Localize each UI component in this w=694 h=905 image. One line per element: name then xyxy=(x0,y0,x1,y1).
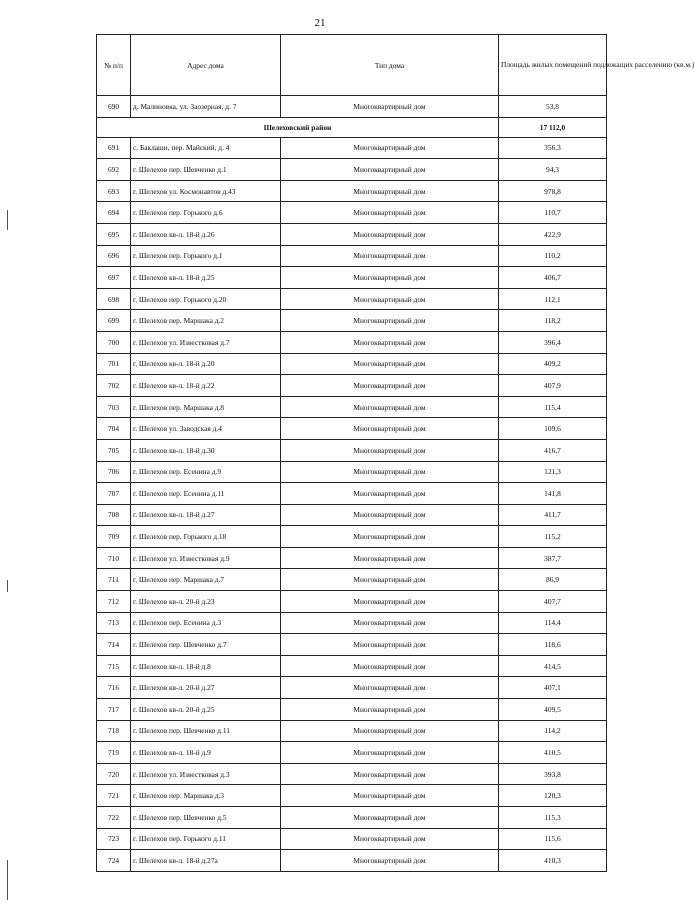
table-row xyxy=(97,223,607,245)
row-number: 719 xyxy=(97,742,131,764)
row-house-type: Многоквартирный дом xyxy=(281,375,499,397)
row-house-type: Многоквартирный дом xyxy=(281,807,499,829)
table-row xyxy=(97,850,607,872)
row-address: г. Шелехов кв-л. 18-й д.27а xyxy=(131,850,281,872)
row-address: г. Шелехов кв-л. 20-й д.25 xyxy=(131,699,281,721)
row-area: 115,3 xyxy=(499,807,607,829)
table-row xyxy=(97,137,607,159)
column-header-area: Площадь жилых помещений подлежащих расселению (кв.м.) xyxy=(499,35,607,96)
row-address: г. Шелехов пер. Есенина д.11 xyxy=(131,483,281,505)
table-body xyxy=(97,96,607,872)
section-row xyxy=(97,117,607,137)
row-area: 409,5 xyxy=(499,699,607,721)
row-area: 110,2 xyxy=(499,245,607,267)
row-address: г. Шелехов кв-л. 18-й д.25 xyxy=(131,267,281,289)
row-house-type: Многоквартирный дом xyxy=(281,526,499,548)
table-row xyxy=(97,763,607,785)
row-address: г. Шелехов кв-л. 20-й д.23 xyxy=(131,591,281,613)
table-row xyxy=(97,677,607,699)
row-number: 724 xyxy=(97,850,131,872)
row-address: г. Шелехов пер. Горького д.18 xyxy=(131,526,281,548)
row-area: 410,3 xyxy=(499,850,607,872)
table-row xyxy=(97,807,607,829)
row-area: 86,9 xyxy=(499,569,607,591)
row-area: 53,8 xyxy=(499,96,607,118)
row-house-type: Многоквартирный дом xyxy=(281,828,499,850)
table-row xyxy=(97,331,607,353)
row-number: 706 xyxy=(97,461,131,483)
row-area: 110,7 xyxy=(499,202,607,224)
row-house-type: Многоквартирный дом xyxy=(281,547,499,569)
page-number: 21 xyxy=(314,17,326,29)
row-number: 692 xyxy=(97,159,131,181)
section-title: Шелеховский район xyxy=(97,117,499,137)
row-area: 387,7 xyxy=(499,547,607,569)
row-area: 118,6 xyxy=(499,634,607,656)
row-area: 121,3 xyxy=(499,461,607,483)
row-house-type: Многоквартирный дом xyxy=(281,267,499,289)
table-row xyxy=(97,245,607,267)
table-row xyxy=(97,612,607,634)
row-area: 94,3 xyxy=(499,159,607,181)
row-address: с. Баклаши, пер. Майский, д. 4 xyxy=(131,137,281,159)
row-number: 707 xyxy=(97,483,131,505)
row-house-type: Многоквартирный дом xyxy=(281,353,499,375)
row-number: 717 xyxy=(97,699,131,721)
table-row xyxy=(97,159,607,181)
table-row xyxy=(97,547,607,569)
housing-register-table xyxy=(96,34,694,872)
row-area: 410,5 xyxy=(499,742,607,764)
row-address: г. Шелехов кв-л. 18-й д.27 xyxy=(131,504,281,526)
row-number: 712 xyxy=(97,591,131,613)
row-house-type: Многоквартирный дом xyxy=(281,850,499,872)
row-house-type: Многоквартирный дом xyxy=(281,310,499,332)
row-address: г. Шелехов кв-л. 18-й д.9 xyxy=(131,742,281,764)
row-area: 411,7 xyxy=(499,504,607,526)
table-row xyxy=(97,634,607,656)
row-house-type: Многоквартирный дом xyxy=(281,612,499,634)
row-number: 720 xyxy=(97,763,131,785)
row-address: г. Шелехов кв-л. 20-й д.27 xyxy=(131,677,281,699)
row-house-type: Многоквартирный дом xyxy=(281,720,499,742)
row-number: 723 xyxy=(97,828,131,850)
row-house-type: Многоквартирный дом xyxy=(281,483,499,505)
row-number: 714 xyxy=(97,634,131,656)
column-header-type: Тип дома xyxy=(281,35,499,96)
row-area: 406,7 xyxy=(499,267,607,289)
row-area: 407,9 xyxy=(499,375,607,397)
row-number: 701 xyxy=(97,353,131,375)
row-area: 407,7 xyxy=(499,591,607,613)
row-area: 356,3 xyxy=(499,137,607,159)
row-number: 690 xyxy=(97,96,131,118)
row-number: 713 xyxy=(97,612,131,634)
row-area: 414,5 xyxy=(499,655,607,677)
row-area: 114,4 xyxy=(499,612,607,634)
section-total: 17 112,0 xyxy=(499,117,607,137)
row-address: г. Шелехов ул. Космонавтов д.43 xyxy=(131,180,281,202)
row-house-type: Многоквартирный дом xyxy=(281,634,499,656)
table-row xyxy=(97,267,607,289)
row-house-type: Многоквартирный дом xyxy=(281,418,499,440)
row-number: 693 xyxy=(97,180,131,202)
row-house-type: Многоквартирный дом xyxy=(281,159,499,181)
row-area: 422,9 xyxy=(499,223,607,245)
row-number: 716 xyxy=(97,677,131,699)
table-row xyxy=(97,828,607,850)
table-row xyxy=(97,375,607,397)
row-house-type: Многоквартирный дом xyxy=(281,569,499,591)
table-row xyxy=(97,353,607,375)
row-address: г. Шелехов ул. Известковая д.9 xyxy=(131,547,281,569)
row-house-type: Многоквартирный дом xyxy=(281,223,499,245)
row-number: 702 xyxy=(97,375,131,397)
row-area: 118,2 xyxy=(499,310,607,332)
row-area: 114,2 xyxy=(499,720,607,742)
margin-mark xyxy=(7,580,8,592)
row-area: 141,8 xyxy=(499,483,607,505)
margin-mark xyxy=(7,860,8,900)
table-row xyxy=(97,655,607,677)
table-row xyxy=(97,526,607,548)
row-address: г. Шелехов пер. Шевченко д.1 xyxy=(131,159,281,181)
table-row xyxy=(97,720,607,742)
row-area: 416,7 xyxy=(499,439,607,461)
row-area: 409,2 xyxy=(499,353,607,375)
row-number: 700 xyxy=(97,331,131,353)
table-row xyxy=(97,180,607,202)
row-address: г. Шелехов пер. Горького д.6 xyxy=(131,202,281,224)
table-row xyxy=(97,418,607,440)
row-area: 393,8 xyxy=(499,763,607,785)
row-house-type: Многоквартирный дом xyxy=(281,439,499,461)
row-area: 115,4 xyxy=(499,396,607,418)
row-address: г. Шелехов пер. Шевченко д.5 xyxy=(131,807,281,829)
header-row xyxy=(97,35,607,96)
table-row xyxy=(97,504,607,526)
table-row xyxy=(97,96,607,118)
row-address: д. Малиновка, ул. Заозерная, д. 7 xyxy=(131,96,281,118)
row-address: г. Шелехов пер. Есенина д.9 xyxy=(131,461,281,483)
row-number: 704 xyxy=(97,418,131,440)
row-house-type: Многоквартирный дом xyxy=(281,288,499,310)
row-area: 115,6 xyxy=(499,828,607,850)
row-house-type: Многоквартирный дом xyxy=(281,742,499,764)
row-address: г. Шелехов пер. Маршака д.3 xyxy=(131,785,281,807)
row-house-type: Многоквартирный дом xyxy=(281,331,499,353)
row-number: 697 xyxy=(97,267,131,289)
row-address: г. Шелехов пер. Маршака д.7 xyxy=(131,569,281,591)
table-row xyxy=(97,202,607,224)
table-row xyxy=(97,483,607,505)
row-house-type: Многоквартирный дом xyxy=(281,504,499,526)
row-number: 694 xyxy=(97,202,131,224)
row-number: 695 xyxy=(97,223,131,245)
row-address: г. Шелехов пер. Горького д.20 xyxy=(131,288,281,310)
row-house-type: Многоквартирный дом xyxy=(281,137,499,159)
table-row xyxy=(97,742,607,764)
row-area: 109,6 xyxy=(499,418,607,440)
row-address: г. Шелехов кв-л. 18-й д.30 xyxy=(131,439,281,461)
row-address: г. Шелехов пер. Маршака д.8 xyxy=(131,396,281,418)
row-house-type: Многоквартирный дом xyxy=(281,677,499,699)
table-row xyxy=(97,310,607,332)
row-number: 709 xyxy=(97,526,131,548)
row-area: 978,8 xyxy=(499,180,607,202)
row-number: 711 xyxy=(97,569,131,591)
table-row xyxy=(97,569,607,591)
row-number: 705 xyxy=(97,439,131,461)
row-number: 699 xyxy=(97,310,131,332)
table-row xyxy=(97,591,607,613)
row-house-type: Многоквартирный дом xyxy=(281,461,499,483)
row-number: 721 xyxy=(97,785,131,807)
table-row xyxy=(97,461,607,483)
row-number: 703 xyxy=(97,396,131,418)
row-area: 396,4 xyxy=(499,331,607,353)
row-number: 722 xyxy=(97,807,131,829)
row-number: 708 xyxy=(97,504,131,526)
row-number: 696 xyxy=(97,245,131,267)
row-address: г. Шелехов кв-л. 18-й д.8 xyxy=(131,655,281,677)
table-row xyxy=(97,288,607,310)
row-house-type: Многоквартирный дом xyxy=(281,785,499,807)
row-number: 710 xyxy=(97,547,131,569)
row-area: 120,3 xyxy=(499,785,607,807)
table-row xyxy=(97,699,607,721)
row-number: 715 xyxy=(97,655,131,677)
row-area: 115,2 xyxy=(499,526,607,548)
row-address: г. Шелехов пер. Шевченко д.7 xyxy=(131,634,281,656)
row-address: г. Шелехов кв-л. 18-й д.22 xyxy=(131,375,281,397)
row-house-type: Многоквартирный дом xyxy=(281,655,499,677)
row-number: 718 xyxy=(97,720,131,742)
row-house-type: Многоквартирный дом xyxy=(281,245,499,267)
column-header-num: № п/п xyxy=(97,35,131,96)
row-number: 691 xyxy=(97,137,131,159)
row-address: г. Шелехов пер. Маршака д.2 xyxy=(131,310,281,332)
row-address: г. Шелехов кв-л. 18-й д.20 xyxy=(131,353,281,375)
table-row xyxy=(97,785,607,807)
table-row xyxy=(97,439,607,461)
row-address: г. Шелехов пер. Шевченко д.11 xyxy=(131,720,281,742)
row-house-type: Многоквартирный дом xyxy=(281,96,499,118)
column-header-address: Адрес дома xyxy=(131,35,281,96)
row-number: 698 xyxy=(97,288,131,310)
row-address: г. Шелехов ул. Известковая д.3 xyxy=(131,763,281,785)
row-house-type: Многоквартирный дом xyxy=(281,699,499,721)
row-house-type: Многоквартирный дом xyxy=(281,396,499,418)
row-house-type: Многоквартирный дом xyxy=(281,202,499,224)
row-address: г. Шелехов пер. Горького д.11 xyxy=(131,828,281,850)
row-area: 407,1 xyxy=(499,677,607,699)
row-house-type: Многоквартирный дом xyxy=(281,591,499,613)
row-address: г. Шелехов пер. Есенина д.3 xyxy=(131,612,281,634)
row-address: г. Шелехов ул. Известковая д.7 xyxy=(131,331,281,353)
row-area: 112,1 xyxy=(499,288,607,310)
row-address: г. Шелехов кв-л. 18-й д.26 xyxy=(131,223,281,245)
table-row xyxy=(97,396,607,418)
margin-mark xyxy=(7,210,8,230)
row-house-type: Многоквартирный дом xyxy=(281,180,499,202)
row-house-type: Многоквартирный дом xyxy=(281,763,499,785)
row-address: г. Шелехов пер. Горького д.1 xyxy=(131,245,281,267)
row-address: г. Шелехов ул. Заводская д.4 xyxy=(131,418,281,440)
